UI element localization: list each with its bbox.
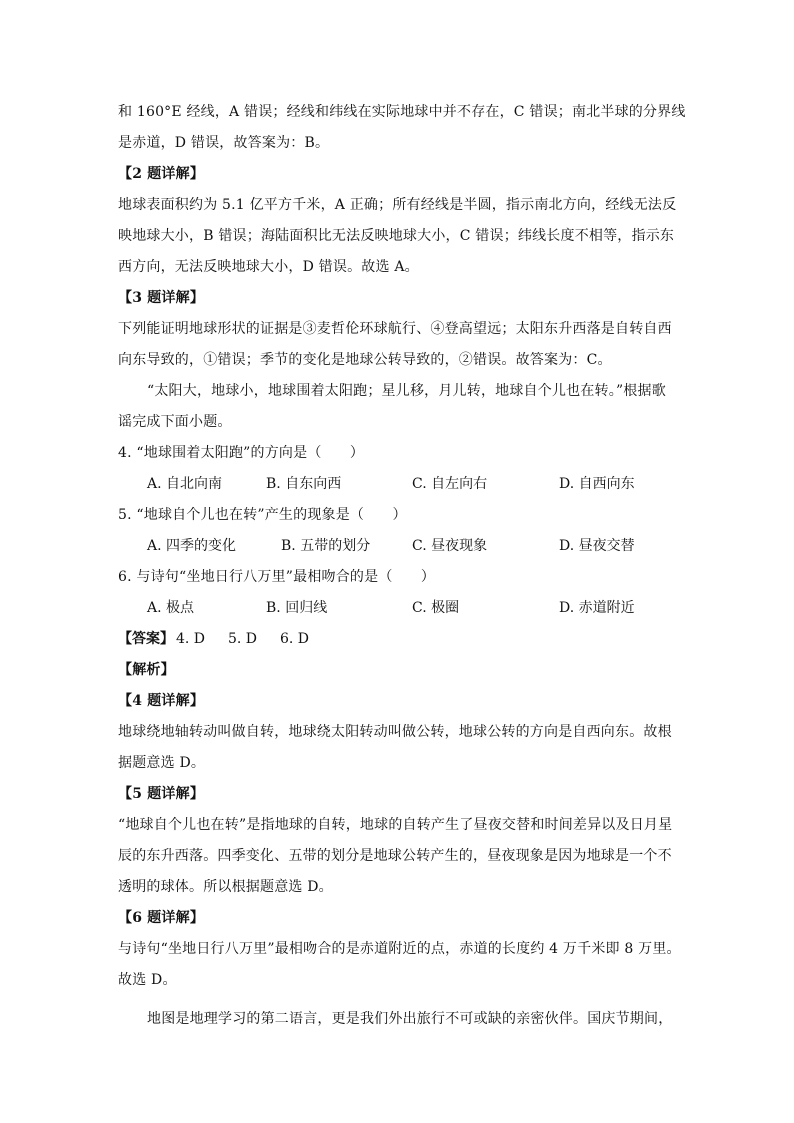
question-option: A. 自北向南 — [147, 476, 223, 492]
section-heading: 【5 题详解】 — [118, 786, 205, 802]
question-option: D. 自西向东 — [559, 476, 635, 492]
text-line: 是赤道，D 错误，故答案为：B。 — [118, 135, 330, 151]
text-line: 故选 D。 — [118, 972, 177, 988]
text-line: 西方向，无法反映地球大小，D 错误。故选 A。 — [118, 259, 419, 275]
answer-item: 4. D — [176, 631, 206, 647]
section-heading: 【3 题详解】 — [118, 290, 205, 306]
text-line: 地图是地理学习的第二语言，更是我们外出旅行不可或缺的亲密伙伴。国庆节期间， — [147, 1011, 673, 1027]
question-option: B. 自东向西 — [266, 476, 342, 492]
section-heading: 【4 题详解】 — [118, 693, 205, 709]
question-option: B. 回归线 — [266, 600, 328, 616]
text-line: 透明的球体。所以根据题意选 D。 — [118, 879, 333, 895]
answer-label: 【答案】 — [118, 631, 174, 647]
question-option: A. 四季的变化 — [147, 538, 237, 554]
answer-item: 6. D — [280, 631, 310, 647]
section-heading: 【6 题详解】 — [118, 910, 205, 926]
text-line: 映地球大小，B 错误；海陆面积比无法反映地球大小，C 错误；纬线长度不相等，指示东 — [118, 228, 675, 244]
analysis-label: 【解析】 — [118, 662, 175, 678]
question-option: A. 极点 — [147, 600, 195, 616]
text-line: 地球绕地轴转动叫做自转，地球绕太阳转动叫做公转，地球公转的方向是自西向东。故根 — [118, 724, 672, 740]
question-option: D. 昼夜交替 — [559, 538, 635, 554]
text-line: 辰的东升西落。四季变化、五带的划分是地球公转产生的，昼夜现象是因为地球是一个不 — [118, 848, 672, 864]
section-heading: 【2 题详解】 — [118, 166, 205, 182]
question-stem: 6. 与诗句“坐地日行八万里”最相吻合的是（ ） — [118, 569, 436, 585]
text-line: 下列能证明地球形状的证据是③麦哲伦环球航行、④登高望远；太阳东升西落是自转自西 — [118, 321, 672, 337]
text-line: “地球自个儿也在转”是指地球的自转，地球的自转产生了昼夜交替和时间差异以及日月星 — [118, 817, 673, 833]
question-option: C. 极圈 — [412, 600, 460, 616]
text-line: 向东导致的，①错误；季节的变化是地球公转导致的，②错误。故答案为：C。 — [118, 352, 612, 368]
text-line: 据题意选 D。 — [118, 755, 206, 771]
text-line: 与诗句“坐地日行八万里”最相吻合的是赤道附近的点，赤道的长度约 4 万千米即 8 万里。 — [118, 941, 681, 957]
text-line: “太阳大，地球小，地球围着太阳跑；星儿移，月儿转，地球自个儿也在转。”根据歌 — [147, 383, 666, 399]
answer-item: 5. D — [228, 631, 258, 647]
text-line: 谣完成下面小题。 — [118, 414, 232, 430]
text-line: 地球表面积约为 5.1 亿平方千米，A 正确；所有经线是半圆，指示南北方向，经线无法反 — [118, 197, 677, 213]
text-line: 和 160°E 经线，A 错误；经线和纬线在实际地球中并不存在，C 错误；南北半球的分界线 — [118, 104, 686, 120]
question-stem: 5. “地球自个儿也在转”产生的现象是（ ） — [118, 507, 407, 523]
question-stem: 4. “地球围着太阳跑”的方向是（ ） — [118, 445, 365, 461]
question-option: B. 五带的划分 — [281, 538, 371, 554]
question-option: C. 昼夜现象 — [412, 538, 488, 554]
question-option: D. 赤道附近 — [559, 600, 635, 616]
question-option: C. 自左向右 — [412, 476, 488, 492]
